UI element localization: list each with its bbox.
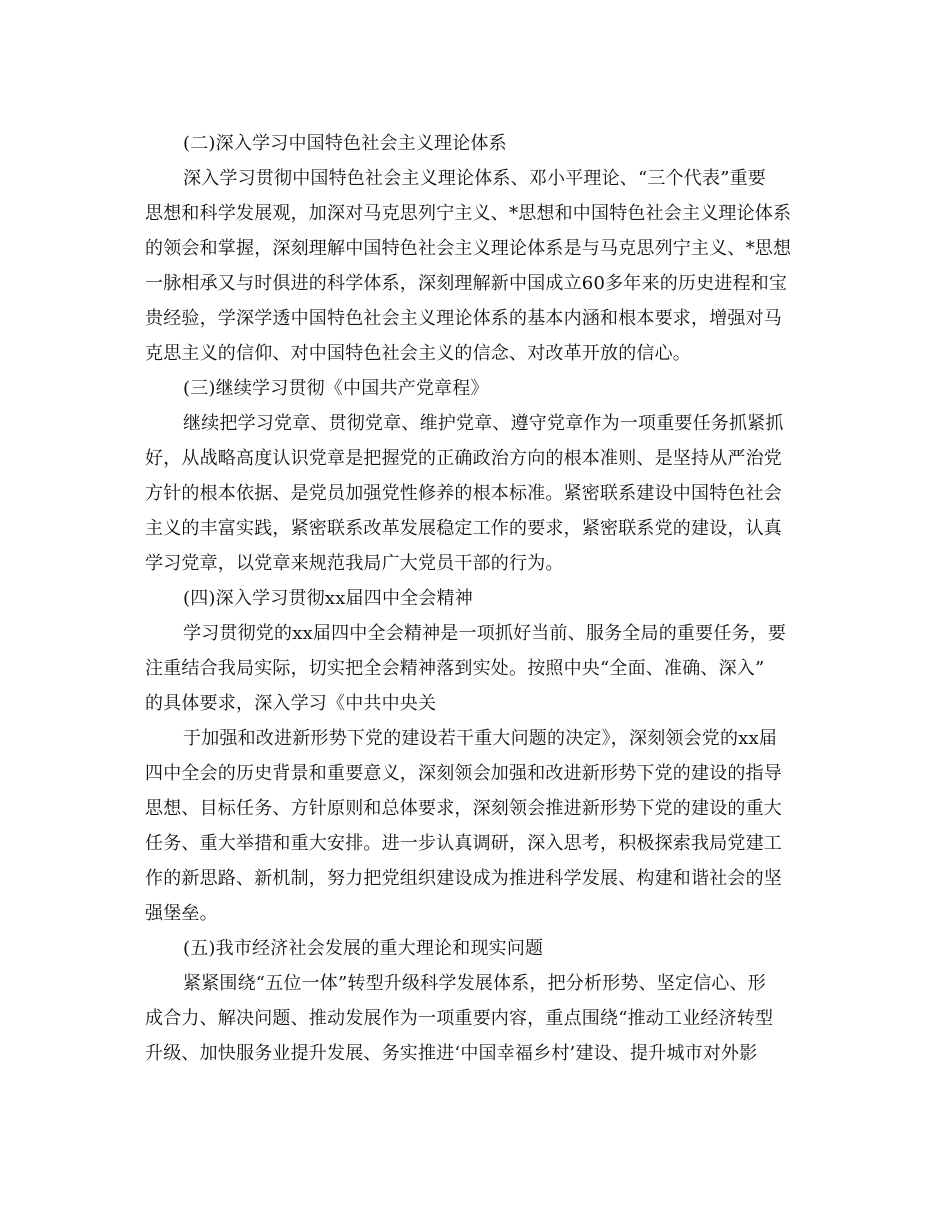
paragraph-line: 主义的丰富实践，紧密联系改革发展稳定工作的要求，紧密联系党的建设，认真 [145,518,782,539]
paragraph-line: 学习党章，以党章来规范我局广大党员干部的行为。 [145,553,564,574]
paragraph-line: 贵经验，学深学透中国特色社会主义理论体系的基本内涵和根本要求，增强对马 [145,308,782,329]
paragraph-line: 好，从战略高度认识党章是把握党的正确政治方向的根本准则、是坚持从严治党 [145,448,782,469]
paragraph-line: 深入学习贯彻中国特色社会主义理论体系、邓小平理论、“三个代表”重要 [183,168,767,189]
paragraph-line: 一脉相承又与时俱进的科学体系，深刻理解新中国成立60多年来的历史进程和宝 [145,273,788,294]
paragraph-line: 的具体要求，深入学习《中共中央关 [145,693,437,714]
paragraph-line: 继续把学习党章、贯彻党章、维护党章、遵守党章作为一项重要任务抓紧抓 [183,413,784,434]
section-heading: (三)继续学习贯彻《中国共产党章程》 [183,378,489,399]
section-heading: (二)深入学习中国特色社会主义理论体系 [183,133,507,154]
paragraph-line: 任务、重大举措和重大安排。进一步认真调研，深入思考，积极探索我局党建工 [145,833,782,854]
paragraph-line: 思想、目标任务、方针原则和总体要求，深刻领会推进新形势下党的建设的重大 [145,798,782,819]
paragraph-line: 于加强和改进新形势下党的建设若干重大问题的决定》，深刻领会党的xx届 [183,728,778,749]
paragraph-line: 注重结合我局实际，切实把全会精神落到实处。按照中央“全面、准确、深入” [145,658,765,679]
paragraph-line: 方针的根本依据、是党员加强党性修养的根本标准。紧密联系建设中国特色社会 [145,483,782,504]
paragraph-line: 紧紧围绕“五位一体”转型升级科学发展体系，把分析形势、坚定信心、形 [183,973,767,994]
paragraph-line: 作的新思路、新机制，努力把党组织建设成为推进科学发展、构建和谐社会的坚 [145,868,782,889]
document-page [145,126,805,1071]
paragraph-line: 的领会和掌握，深刻理解中国特色社会主义理论体系是与马克思列宁主义、*思想 [145,238,792,259]
section-heading: (五)我市经济社会发展的重大理论和现实问题 [183,938,544,959]
paragraph-line: 升级、加快服务业提升发展、务实推进‘中国幸福乡村’建设、提升城市对外影 [145,1043,758,1064]
paragraph-line: 强堡垒。 [145,903,218,924]
paragraph-line: 学习贯彻党的xx届四中全会精神是一项抓好当前、服务全局的重要任务，要 [183,623,787,644]
paragraph-line: 成合力、解决问题、推动发展作为一项重要内容，重点围绕“推动工业经济转型 [145,1008,774,1029]
paragraph-line: 思想和科学发展观，加深对马克思列宁主义、*思想和中国特色社会主义理论体系 [145,203,792,224]
section-heading: (四)深入学习贯彻xx届四中全会精神 [183,588,473,609]
paragraph-line: 克思主义的信仰、对中国特色社会主义的信念、对改革开放的信心。 [145,343,691,364]
paragraph-line: 四中全会的历史背景和重要意义，深刻领会加强和改进新形势下党的建设的指导 [145,763,782,784]
